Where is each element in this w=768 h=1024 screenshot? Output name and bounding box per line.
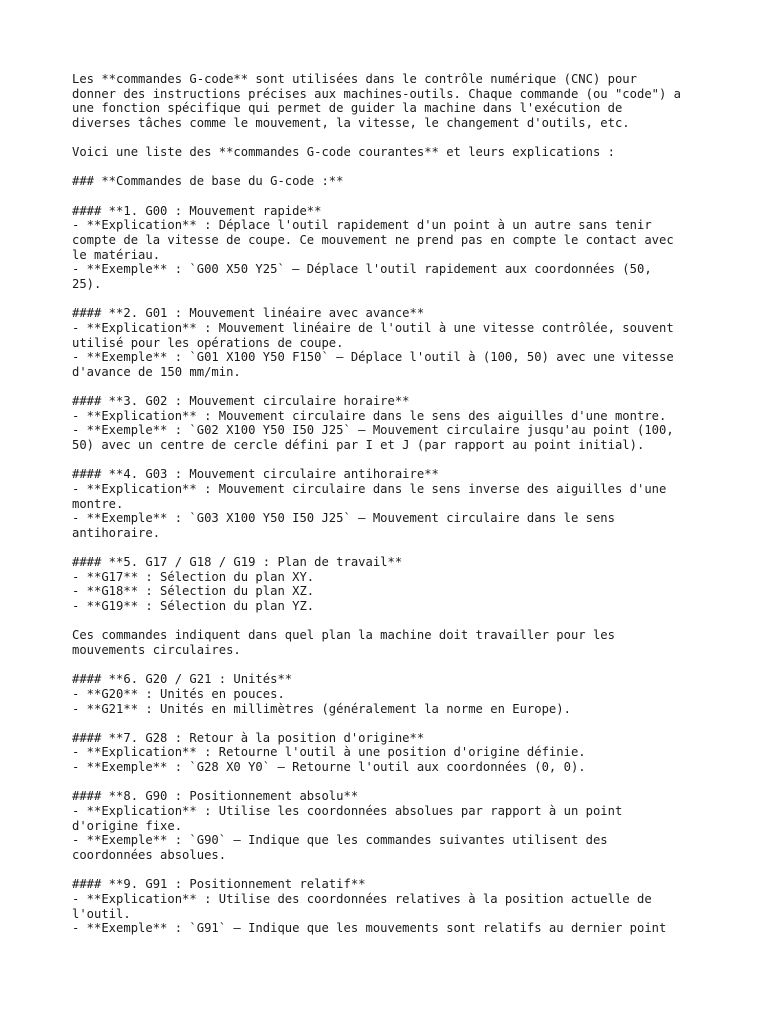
text-line: utilisé pour les opérations de coupe. [72,335,344,350]
blank-line [72,775,708,790]
text-line: montre. [72,496,124,511]
blank-line [72,189,708,204]
text-line: 25). [72,276,102,291]
text-line: d'avance de 150 mm/min. [72,364,241,379]
text-line: coordonnées absolues. [72,847,227,862]
list-item: - **G17** : Sélection du plan XY. [72,569,315,584]
blank-line [72,614,708,629]
list-item: - **Explication** : Utilise des coordonnées relatives à la position actuelle de [72,891,652,906]
section-heading: #### **1. G00 : Mouvement rapide** [72,203,322,218]
text-line: Voici une liste des **commandes G-code courantes** et leurs explications : [72,145,615,160]
list-item: - **G18** : Sélection du plan XZ. [72,584,315,599]
blank-line [72,379,708,394]
list-item: - **Exemple** : `G90` – Indique que les commandes suivantes utilisent des [72,833,608,848]
list-item: - **Explication** : Mouvement circulaire dans le sens des aiguilles d'une montre. [72,408,667,423]
list-item: - **Explication** : Mouvement linéaire de l'outil à une vitesse contrôlée, souvent [72,320,674,335]
text-line: Les **commandes G-code** sont utilisées dans le contrôle numérique (CNC) pour [72,72,637,86]
text-line: l'outil. [72,906,131,921]
list-item: - **Exemple** : `G01 X100 Y50 F150` – Déplace l'outil à (100, 50) avec une vitesse [72,350,674,365]
list-item: - **Explication** : Mouvement circulaire dans le sens inverse des aiguilles d'une [72,481,667,496]
text-line: antihoraire. [72,525,161,540]
text-line: le matériau. [72,247,161,262]
list-item: - **Exemple** : `G00 X50 Y25` – Déplace l'outil rapidement aux coordonnées (50, [72,262,652,277]
document-body [72,72,708,936]
list-item: - **Exemple** : `G28 X0 Y0` – Retourne l'outil aux coordonnées (0, 0). [72,760,586,775]
list-item: - **Explication** : Utilise les coordonnées absolues par rapport à un point [72,804,623,819]
section-heading: #### **8. G90 : Positionnement absolu** [72,789,359,804]
list-item: - **Exemple** : `G02 X100 Y50 I50 J25` – Mouvement circulaire jusqu'au point (100, [72,423,674,438]
blank-line [72,292,708,307]
text-line: compte de la vitesse de coupe. Ce mouvement ne prend pas en compte le contact avec [72,233,674,248]
blank-line [72,863,708,878]
list-item: - **G19** : Sélection du plan YZ. [72,599,315,614]
section-heading: #### **3. G02 : Mouvement circulaire horaire** [72,394,410,409]
list-item: - **Exemple** : `G91` – Indique que les mouvements sont relatifs au dernier point [72,921,667,936]
section-heading: #### **6. G20 / G21 : Unités** [72,672,293,687]
section-heading: #### **9. G91 : Positionnement relatif** [72,877,366,892]
list-item: - **Explication** : Déplace l'outil rapidement d'un point à un autre sans tenir [72,218,652,233]
document-heading: ### **Commandes de base du G-code :** [72,174,344,189]
blank-line [72,160,708,175]
list-item: - **Explication** : Retourne l'outil à une position d'origine définie. [72,745,586,760]
section-heading: #### **5. G17 / G18 / G19 : Plan de travail** [72,555,403,570]
text-line: 50) avec un centre de cercle défini par I et J (par rapport au point initial). [72,438,645,453]
blank-line [72,541,708,556]
section-heading: #### **7. G28 : Retour à la position d'origine** [72,730,425,745]
list-item: - **Exemple** : `G03 X100 Y50 I50 J25` – Mouvement circulaire dans le sens [72,511,615,526]
text-line: une fonction spécifique qui permet de guider la machine dans l'exécution de [72,101,623,116]
list-item: - **G21** : Unités en millimètres (généralement la norme en Europe). [72,701,571,716]
section-heading: #### **4. G03 : Mouvement circulaire antihoraire** [72,467,439,482]
text-line: diverses tâches comme le mouvement, la vitesse, le changement d'outils, etc. [72,115,630,130]
text-line: d'origine fixe. [72,818,183,833]
text-line: mouvements circulaires. [72,642,241,657]
text-line: donner des instructions précises aux machines-outils. Chaque commande (ou "code") a [72,86,682,101]
blank-line [72,131,708,146]
list-item: - **G20** : Unités en pouces. [72,686,285,701]
blank-line [72,658,708,673]
text-line: Ces commandes indiquent dans quel plan la machine doit travailler pour les [72,628,615,643]
blank-line [72,453,708,468]
section-heading: #### **2. G01 : Mouvement linéaire avec avance** [72,306,425,321]
blank-line [72,716,708,731]
